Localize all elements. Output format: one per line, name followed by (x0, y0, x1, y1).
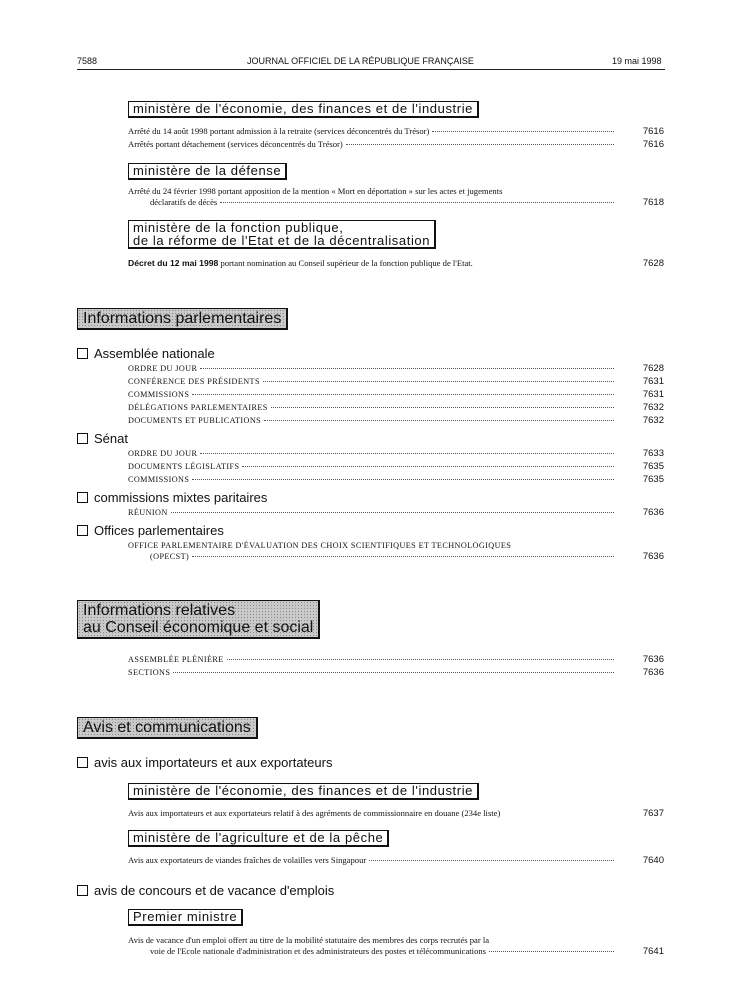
section-title: Offices parlementaires (94, 523, 224, 538)
toc-entry[interactable] (128, 376, 614, 387)
entry-page: 7640 (642, 855, 664, 866)
issue-date: 19 mai 1998 (612, 56, 662, 66)
entry-text: COMMISSIONS (128, 475, 190, 484)
box-line1: ministère de la fonction publique, (133, 220, 344, 235)
entry-page: 7616 (642, 126, 664, 137)
section-assemblee-nationale (77, 346, 215, 361)
toc-entry-line2[interactable] (150, 197, 614, 208)
journal-title: JOURNAL OFFICIEL DE LA RÉPUBLIQUE FRANÇAISE (247, 56, 474, 66)
premier-ministre-box: Premier ministre (128, 909, 243, 926)
checkbox-bullet-icon (77, 348, 88, 359)
toc-entry[interactable] (128, 474, 614, 485)
toc-entry[interactable] (128, 855, 614, 866)
entry-page: 7636 (642, 667, 664, 678)
toc-entry-line1[interactable]: Arrêté du 24 février 1998 portant apposition de la mention « Mort en déportation » sur les actes et jugements (128, 186, 503, 196)
entry-page: 7636 (642, 551, 664, 562)
entry-text: portant nomination au Conseil supérieur de la fonction publique de l'Etat. (218, 258, 473, 268)
section-title: Sénat (94, 431, 128, 446)
section-avis-importateurs (77, 755, 332, 770)
entry-page: 7632 (642, 415, 664, 426)
checkbox-bullet-icon (77, 885, 88, 896)
section-title: avis de concours et de vacance d'emplois (94, 883, 335, 898)
box-line2: de la réforme de l'Etat et de la décentralisation (133, 233, 431, 248)
toc-entry[interactable] (128, 402, 614, 413)
toc-entry-line1[interactable]: OFFICE PARLEMENTAIRE D'ÉVALUATION DES CHOIX SCIENTIFIQUES ET TECHNOLOGIQUES (128, 541, 512, 550)
section-offices-parlementaires (77, 523, 224, 538)
section-senat (77, 431, 128, 446)
entry-text: Arrêté du 14 août 1998 portant admission à la retraite (services déconcentrés du Trésor) (128, 126, 430, 136)
section-title: commissions mixtes paritaires (94, 490, 268, 505)
entry-text: SECTIONS (128, 668, 171, 677)
toc-entry[interactable] (128, 139, 614, 150)
checkbox-bullet-icon (77, 757, 88, 768)
section-avis-concours (77, 883, 334, 898)
banner-avis-communications: Avis et communications (77, 717, 258, 739)
page-number: 7588 (77, 56, 98, 66)
entry-page: 7641 (642, 946, 664, 957)
entry-text: ASSEMBLÉE PLÉNIÈRE (128, 655, 224, 664)
entry-text: COMMISSIONS (128, 390, 190, 399)
toc-entry[interactable] (128, 126, 614, 137)
entry-page: 7628 (642, 258, 664, 269)
toc-entry[interactable] (128, 667, 614, 678)
entry-text: ORDRE DU JOUR (128, 364, 198, 373)
entry-text: voie de l'Ecole nationale d'administration et des administrateurs des postes et télécommunications (150, 946, 487, 956)
banner-line1: Informations relatives (83, 602, 236, 619)
entry-page: 7631 (642, 389, 664, 400)
entry-text: Arrêtés portant détachement (services déconcentrés du Trésor) (128, 139, 343, 149)
section-title: Assemblée nationale (94, 346, 215, 361)
ministry-defense-box: ministère de la défense (128, 163, 287, 180)
entry-page: 7633 (642, 448, 664, 459)
toc-entry[interactable] (128, 389, 614, 400)
ministry-agriculture-box: ministère de l'agriculture et de la pêche (128, 830, 389, 847)
entry-page: 7616 (642, 139, 664, 150)
entry-text: CONFÉRENCE DES PRÉSIDENTS (128, 377, 260, 386)
entry-page: 7618 (642, 197, 664, 208)
entry-bold: Décret du 12 mai 1998 (128, 258, 219, 268)
toc-entry[interactable] (128, 415, 614, 426)
checkbox-bullet-icon (77, 492, 88, 503)
entry-page: 7631 (642, 376, 664, 387)
toc-entry[interactable] (128, 461, 614, 472)
entry-text: RÉUNION (128, 508, 168, 517)
banner-line2: au Conseil économique et social (83, 619, 314, 636)
ministry-economy-box: ministère de l'économie, des finances et de l'industrie (128, 783, 479, 800)
checkbox-bullet-icon (77, 525, 88, 536)
toc-entry-line1[interactable]: Avis de vacance d'un emploi offert au titre de la mobilité statutaire des membres des corps recrutés par la (128, 935, 490, 945)
toc-entry[interactable] (128, 448, 614, 459)
checkbox-bullet-icon (77, 433, 88, 444)
toc-entry[interactable] (128, 363, 614, 374)
entry-page: 7636 (642, 507, 664, 518)
toc-entry[interactable] (128, 654, 614, 665)
ministry-fonction-publique-box (128, 220, 436, 249)
entry-page: 7635 (642, 461, 664, 472)
section-commissions-mixtes (77, 490, 267, 505)
toc-entry-line2[interactable] (150, 946, 614, 957)
ministry-economy-box: ministère de l'économie, des finances et de l'industrie (128, 101, 479, 118)
toc-entry[interactable] (128, 507, 614, 518)
section-title: avis aux importateurs et aux exportateurs (94, 755, 333, 770)
toc-entry-line2[interactable] (150, 551, 614, 562)
entry-text: déclaratifs de décès (150, 197, 218, 207)
entry-text: DÉLÉGATIONS PARLEMENTAIRES (128, 403, 268, 412)
entry-page: 7635 (642, 474, 664, 485)
toc-entry[interactable]: Avis aux importateurs et aux exportateurs relatif à des agréments de commissionnaire en douane (234e liste) (128, 808, 501, 818)
entry-page: 7628 (642, 363, 664, 374)
toc-entry[interactable] (128, 258, 618, 269)
entry-page: 7632 (642, 402, 664, 413)
entry-text: (OPECST) (150, 552, 190, 561)
banner-conseil-economique-social (77, 600, 320, 639)
entry-text: DOCUMENTS LÉGISLATIFS (128, 462, 240, 471)
entry-page: 7636 (642, 654, 664, 665)
entry-text: DOCUMENTS ET PUBLICATIONS (128, 416, 262, 425)
banner-informations-parlementaires: Informations parlementaires (77, 308, 288, 330)
entry-text: ORDRE DU JOUR (128, 449, 198, 458)
entry-text: Avis aux exportateurs de viandes fraîches de volailles vers Singapour (128, 855, 367, 865)
header-rule (77, 69, 665, 70)
entry-page: 7637 (642, 808, 664, 819)
